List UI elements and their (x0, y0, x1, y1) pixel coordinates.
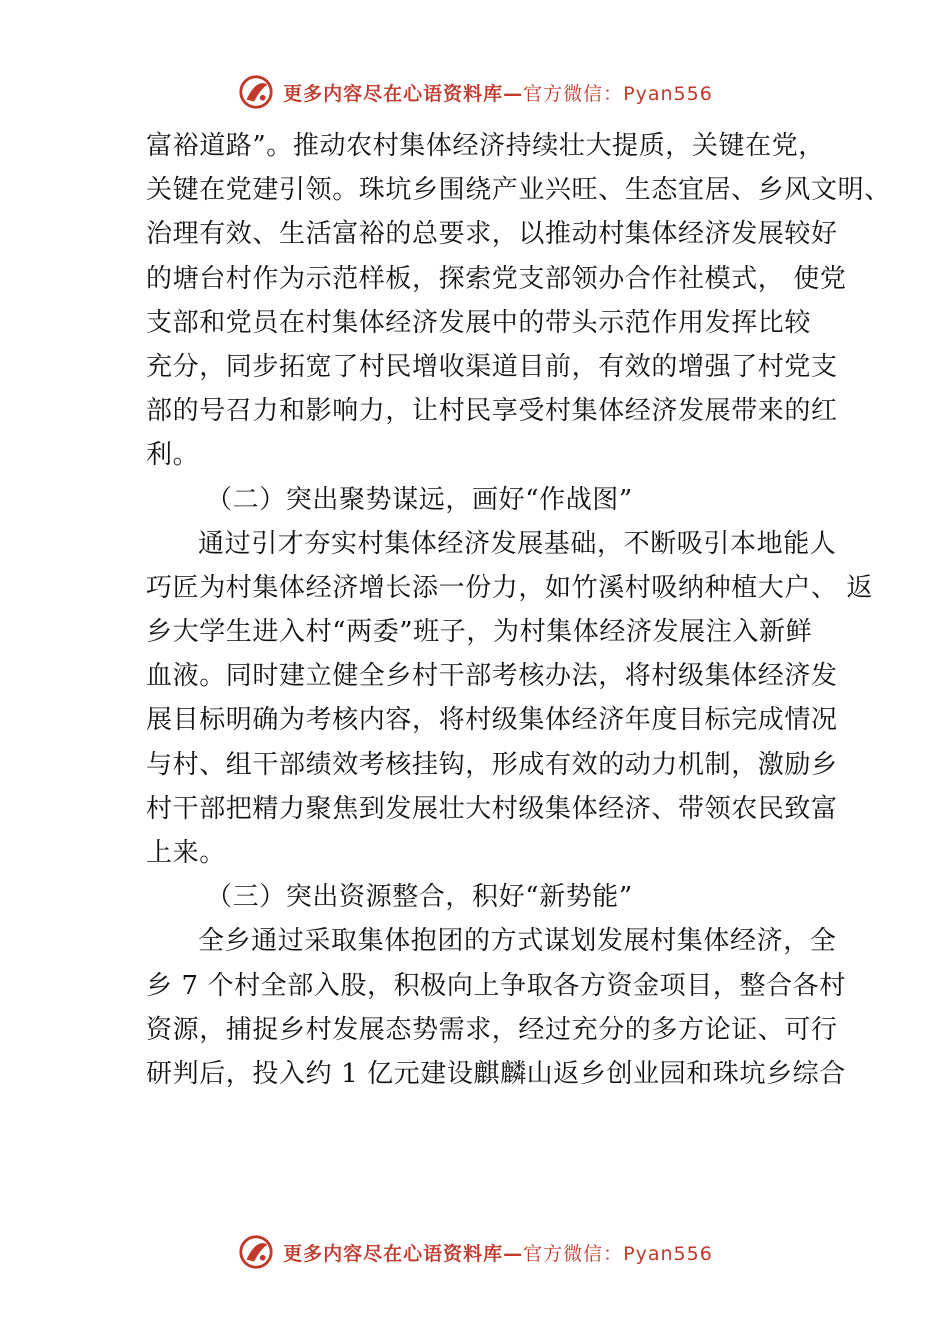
footer-dash: — (503, 1242, 524, 1265)
text-line: 利。 (146, 440, 200, 471)
text-line: 血液。同时建立健全乡村干部考核办法，将村级集体经济发 (146, 661, 838, 692)
text-line: 支部和党员在村集体经济发展中的带头示范作用发挥比较 (146, 307, 812, 338)
text-line: 与村、组干部绩效考核挂钩，形成有效的动力机制，激励乡 (146, 749, 838, 780)
text-line: 充分，同步拓宽了村民增收渠道目前，有效的增强了村党支 (146, 351, 838, 382)
header-dash: — (503, 82, 524, 105)
text-line: 上来。 (146, 838, 226, 868)
footer-wechat: 官方微信：Pyan556 (523, 1242, 713, 1265)
header-brand: 更多内容尽在心语资料库 (283, 82, 504, 105)
text-line: 富裕道路”。推动农村集体经济持续壮大提质，关键在党， (146, 131, 825, 161)
text-line: 部的号召力和影响力，让村民享受村集体经济发展带来的红 (146, 396, 838, 427)
footer-banner (0, 1232, 950, 1272)
text-line: 的塘台村作为示范样板，探索党支部领办合作社模式， 使党 (146, 263, 847, 294)
text-line: 乡 7 个村全部入股，积极向上争取各方资金项目，整合各村 (146, 970, 846, 1001)
header-banner (0, 72, 950, 112)
text-line: 展目标明确为考核内容，将村级集体经济年度目标完成情况 (146, 705, 838, 736)
text-line: 关键在党建引领。珠坑乡围绕产业兴旺、生态宜居、乡风文明、 (146, 175, 891, 206)
text-line: 治理有效、生活富裕的总要求，以推动村集体经济发展较好 (146, 219, 838, 250)
text-line: 资源，捕捉乡村发展态势需求，经过充分的多方论证、可行 (146, 1014, 838, 1045)
text-line: 通过引才夯实村集体经济发展基础，不断吸引本地能人 (198, 528, 837, 559)
text-line: 巧匠为村集体经济增长添一份力，如竹溪村吸纳种植大户、 返 (146, 572, 874, 603)
document-body (146, 124, 891, 1096)
text-line: 乡大学生进入村“两委”班子，为村集体经济发展注入新鲜 (146, 617, 813, 648)
footer-text (283, 1239, 713, 1266)
section-heading-3: （三）突出资源整合，积好“新势能” (206, 882, 633, 913)
header-text (283, 79, 713, 106)
brand-logo-icon (237, 73, 275, 111)
header-wechat: 官方微信：Pyan556 (523, 82, 713, 105)
footer-brand: 更多内容尽在心语资料库 (283, 1242, 504, 1265)
text-line: 村干部把精力聚焦到发展壮大村级集体经济、带领农民致富 (146, 793, 838, 824)
text-line: 全乡通过采取集体抱团的方式谋划发展村集体经济，全 (198, 926, 837, 957)
text-line: 研判后，投入约 1 亿元建设麒麟山返乡创业园和珠坑乡综合 (146, 1058, 846, 1089)
section-heading-2: （二）突出聚势谋远，画好“作战图” (206, 484, 633, 515)
brand-logo-icon (237, 1233, 275, 1271)
